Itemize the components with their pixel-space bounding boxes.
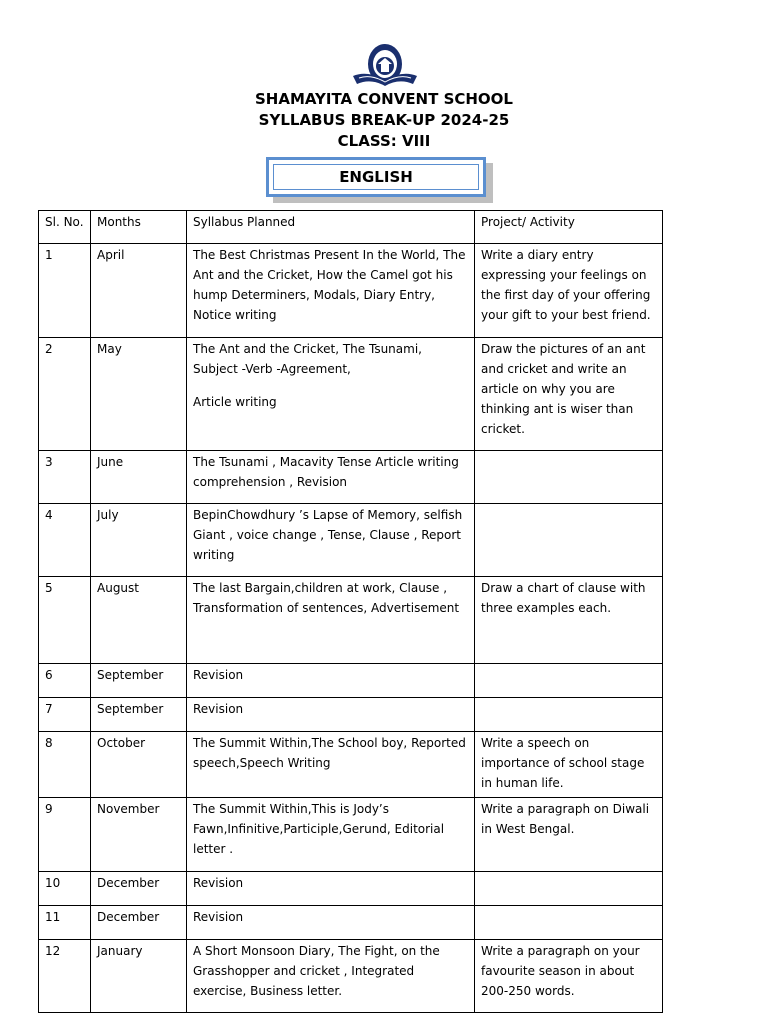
syllabus-text: The Summit Within,The School boy, Reported speech,Speech Writing (193, 736, 466, 770)
cell-sl-no: 10 (39, 872, 91, 906)
table-row (39, 577, 663, 664)
cell-month: November (91, 798, 187, 872)
syllabus-text: A Short Monsoon Diary, The Fight, on the Grasshopper and cricket , Integrated exercise, Business letter. (193, 944, 440, 998)
cell-sl-no: 6 (39, 664, 91, 698)
table-header-row (39, 211, 663, 244)
cell-month: September (91, 698, 187, 732)
column-header-months: Months (91, 211, 187, 244)
school-name: SHAMAYITA CONVENT SCHOOL (254, 90, 513, 108)
syllabus-text: The Tsunami , Macavity Tense Article writing comprehension , Revision (193, 455, 459, 489)
syllabus-text: The last Bargain,children at work, Clause , Transformation of sentences, Advertisement (193, 581, 460, 615)
table-row (39, 940, 663, 1013)
cell-month: January (91, 940, 187, 1013)
cell-month: June (91, 451, 187, 504)
table-row (39, 451, 663, 504)
table-row (39, 732, 663, 798)
cell-sl-no: 3 (39, 451, 91, 504)
syllabus-text: Revision (193, 702, 244, 716)
column-header-syllabus: Syllabus Planned (187, 211, 475, 244)
syllabus-text: Revision (193, 876, 244, 890)
cell-sl-no: 2 (39, 338, 91, 451)
cell-activity: Write a paragraph on your favourite season in about 200-250 words. (475, 940, 663, 1013)
column-header-activity: Project/ Activity (475, 211, 663, 244)
cell-month: December (91, 872, 187, 906)
cell-activity: Write a paragraph on Diwali in West Bengal. (475, 798, 663, 872)
table-row (39, 798, 663, 872)
cell-syllabus (187, 244, 475, 338)
cell-sl-no: 4 (39, 504, 91, 577)
cell-month: July (91, 504, 187, 577)
cell-activity (475, 698, 663, 732)
cell-activity (475, 664, 663, 698)
cell-activity (475, 906, 663, 940)
cell-activity: Draw the pictures of an ant and cricket and write an article on why you are thinking ant is wiser than cricket. (475, 338, 663, 451)
syllabus-text: Revision (193, 910, 244, 924)
cell-activity: Write a speech on importance of school stage in human life. (475, 732, 663, 798)
table-row (39, 504, 663, 577)
school-logo (347, 42, 423, 92)
cell-syllabus (187, 906, 475, 940)
table-row (39, 244, 663, 338)
cell-sl-no: 12 (39, 940, 91, 1013)
subject-title: ENGLISH (273, 164, 479, 190)
syllabus-text: The Ant and the Cricket, The Tsunami, Subject -Verb -Agreement, (193, 342, 422, 376)
table-row (39, 698, 663, 732)
cell-syllabus (187, 872, 475, 906)
table-row (39, 664, 663, 698)
syllabus-text: Revision (193, 668, 244, 682)
cell-month: May (91, 338, 187, 451)
cell-syllabus (187, 798, 475, 872)
table-row (39, 906, 663, 940)
document-title: SYLLABUS BREAK-UP 2024-25 (258, 111, 510, 129)
cell-syllabus (187, 338, 475, 451)
cell-month: August (91, 577, 187, 664)
cell-syllabus (187, 451, 475, 504)
syllabus-text: The Summit Within,This is Jody’s Fawn,Infinitive,Participle,Gerund, Editorial letter . (193, 802, 445, 856)
cell-activity (475, 451, 663, 504)
cell-syllabus (187, 664, 475, 698)
cell-syllabus (187, 577, 475, 664)
syllabus-text-extra: Article writing (193, 395, 277, 409)
cell-syllabus (187, 732, 475, 798)
syllabus-text: BepinChowdhury ’s Lapse of Memory, selfish Giant , voice change , Tense, Clause , Report writing (193, 508, 463, 562)
cell-activity: Write a diary entry expressing your feelings on the first day of your offering your gift to your best friend. (475, 244, 663, 338)
cell-syllabus (187, 698, 475, 732)
table-row (39, 872, 663, 906)
subject-box (266, 157, 486, 197)
cell-month: October (91, 732, 187, 798)
cell-month: September (91, 664, 187, 698)
cell-month: December (91, 906, 187, 940)
table-row (39, 338, 663, 451)
syllabus-text: The Best Christmas Present In the World, The Ant and the Cricket, How the Camel got his hump Determiners, Modals, Diary Entry, Notice writing (193, 248, 466, 322)
cell-syllabus (187, 940, 475, 1013)
column-header-sl-no: Sl. No. (39, 211, 91, 244)
cell-activity (475, 504, 663, 577)
syllabus-table (38, 210, 663, 1013)
cell-sl-no: 1 (39, 244, 91, 338)
cell-sl-no: 9 (39, 798, 91, 872)
cell-activity: Draw a chart of clause with three examples each. (475, 577, 663, 664)
cell-sl-no: 7 (39, 698, 91, 732)
cell-activity (475, 872, 663, 906)
cell-sl-no: 11 (39, 906, 91, 940)
cell-syllabus (187, 504, 475, 577)
cell-sl-no: 5 (39, 577, 91, 664)
cell-month: April (91, 244, 187, 338)
class-label: CLASS: VIII (337, 132, 431, 150)
cell-sl-no: 8 (39, 732, 91, 798)
